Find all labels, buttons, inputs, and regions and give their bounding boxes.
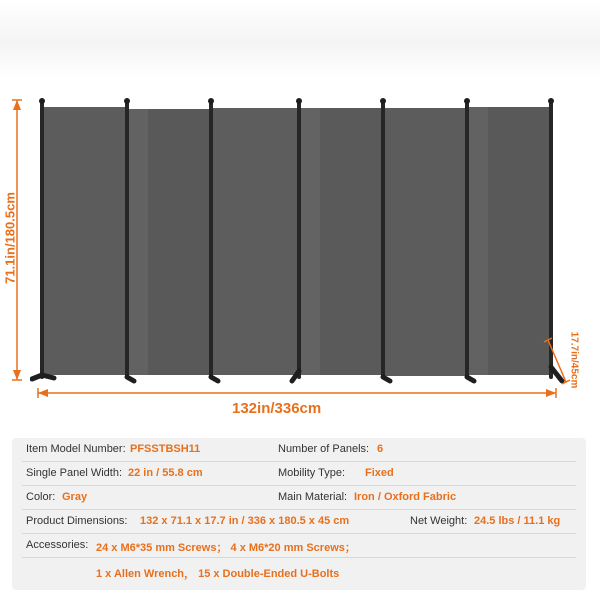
row-divider <box>22 557 576 558</box>
model-number-value: PFSSTBSH11 <box>130 443 201 455</box>
mobility-label: Mobility Type: <box>278 467 346 479</box>
product-dimensions-label: Product Dimensions: <box>26 515 128 527</box>
net-weight-value: 24.5 lbs / 11.1 kg <box>474 515 561 527</box>
product-dimensions-value: 132 x 71.1 x 17.7 in / 336 x 180.5 x 45 cm <box>140 515 350 527</box>
spec-row <box>12 560 586 584</box>
width-dimension-label: 132in/336cm <box>232 400 322 417</box>
accessories-line-2: 1 x Allen Wrench， 15 x Double-Ended U-Bolts <box>96 568 340 580</box>
spec-row <box>12 510 586 534</box>
spec-row <box>12 534 586 558</box>
material-label: Main Material: <box>278 491 348 503</box>
material-value: Iron / Oxford Fabric <box>354 491 457 503</box>
accessories-line-1: 24 x M6*35 mm Screws； 4 x M6*20 mm Screws； <box>96 542 356 554</box>
color-value: Gray <box>62 491 88 503</box>
spec-row <box>12 438 586 462</box>
spec-row <box>12 486 586 510</box>
depth-dimension-label: 17.7in/45cm <box>568 331 580 389</box>
height-dimension-label: 71.1in/180.5cm <box>2 192 18 284</box>
panel-width-label: Single Panel Width: <box>26 467 122 479</box>
color-label: Color: <box>26 491 56 503</box>
net-weight-label: Net Weight: <box>410 515 468 527</box>
spec-row <box>12 462 586 486</box>
specification-table <box>12 438 586 590</box>
model-number-label: Item Model Number: <box>26 443 126 455</box>
accessories-label: Accessories: <box>26 539 89 551</box>
mobility-value: Fixed <box>365 467 394 479</box>
panels-label: Number of Panels: <box>278 443 370 455</box>
panel-width-value: 22 in / 55.8 cm <box>128 467 203 479</box>
panels-value: 6 <box>377 443 384 455</box>
